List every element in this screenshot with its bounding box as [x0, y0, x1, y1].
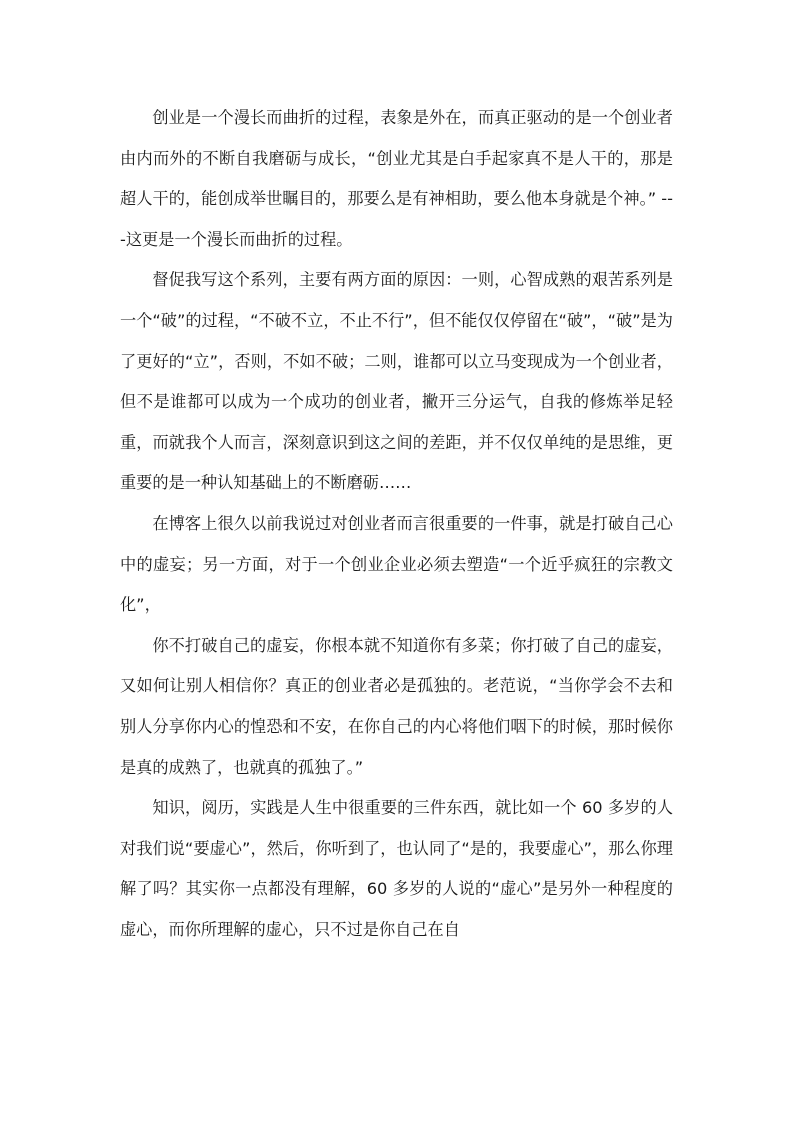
document-body	[120, 98, 673, 950]
paragraph-5: 知识，阅历，实践是人生中很重要的三件东西，就比如一个 60 多岁的人对我们说“要虚心”，然后，你听到了，也认同了“是的，我要虚心”，那么你理解了吗？其实你一点都没有理解，60 多岁的人说的“虚心”是另外一种程度的虚心，而你所理解的虚心，只不过是你自己在自	[120, 798, 673, 939]
paragraph-4: 你不打破自己的虚妄，你根本就不知道你有多菜；你打破了自己的虚妄，又如何让别人相信你？真正的创业者必是孤独的。老范说，“当你学会不去和别人分享你内心的惶恐和不安，在你自己的内心将他们咽下的时候，那时候你是真的成熟了，也就真的孤独了。”	[120, 635, 673, 777]
paragraph-2: 督促我写这个系列，主要有两方面的原因：一则，心智成熟的艰苦系列是一个“破”的过程，“不破不立，不止不行”，但不能仅仅停留在“破”，“破”是为了更好的“立”，否则，不如不破；二则，谁都可以立马变现成为一个创业者，但不是谁都可以成为一个成功的创业者，撇开三分运气，自我的修炼举足轻重，而就我个人而言，深刻意识到这之间的差距，并不仅仅单纯的是思维，更重要的是一种认知基础上的不断磨砺……	[120, 270, 673, 493]
paragraph-1: 创业是一个漫长而曲折的过程，表象是外在，而真正驱动的是一个创业者由内而外的不断自我磨砺与成长，“创业尤其是白手起家真不是人干的，那是超人干的，能创成举世瞩目的，那要么是有神相助，要么他本身就是个神。” ---这更是一个漫长而曲折的过程。	[120, 108, 673, 249]
paragraph-3: 在博客上很久以前我说过对创业者而言很重要的一件事，就是打破自己心中的虚妄；另一方面，对于一个创业企业必须去塑造“一个近乎疯狂的宗教文化”，	[120, 513, 673, 615]
